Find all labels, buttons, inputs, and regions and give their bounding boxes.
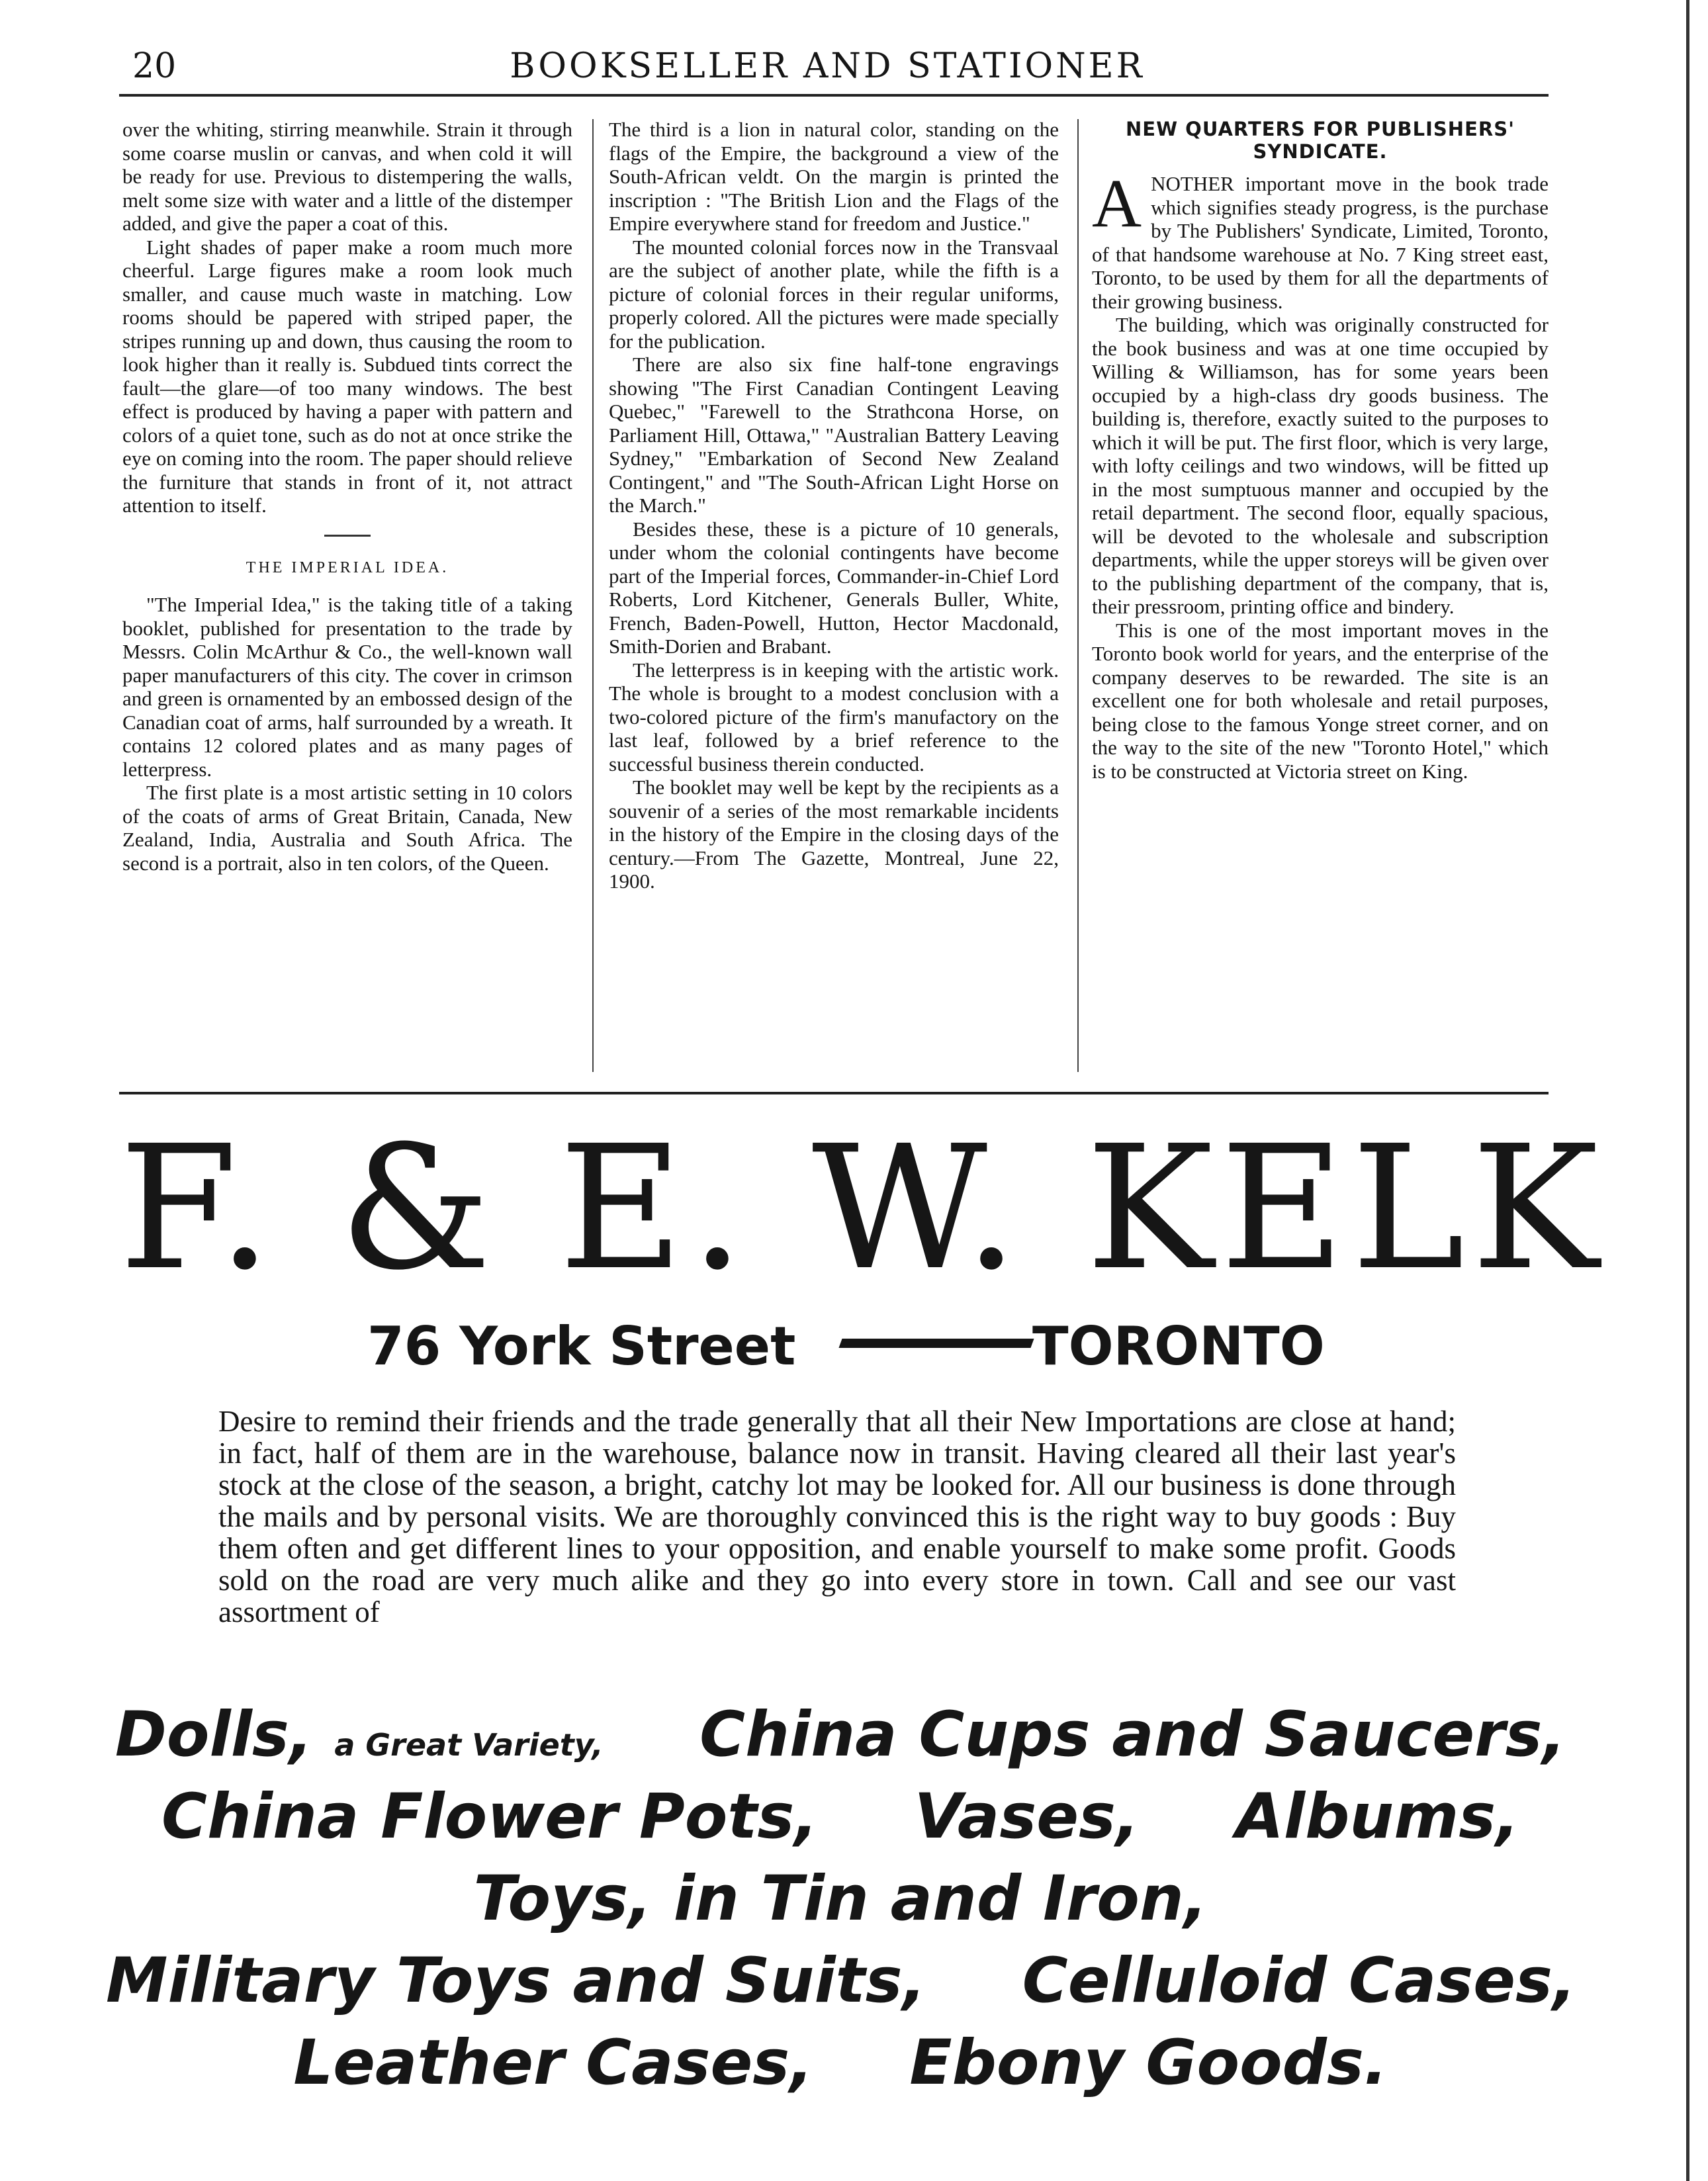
page-edge-shadow (1686, 0, 1689, 2181)
imperial-idea-subhead: THE IMPERIAL IDEA. (246, 558, 449, 576)
product-celluloid-cases: Celluloid Cases, (1022, 1945, 1576, 2017)
product-line-3 (106, 1858, 1575, 1940)
running-title: BOOKSELLER AND STATIONER (510, 46, 1145, 86)
col3-paragraph-2: The building, which was originally constructed for the book business and was at one time occupied by Willing & Williamson, has for some years been occupied by a high-class dry goods business. The building is, therefore, exactly suited to the purposes to which it will be put. The first floor, which is very large, with lofty ceilings and two windows, will be fitted up in the most sumptuous manner and occupied by the retail department. The second floor, equally spacious, will be devoted to the wholesale and subscription departments, while the upper storeys will be given over to the publishing department of the company, that is, their pressroom, printing office and bindery. (1092, 313, 1549, 618)
address-dash (838, 1339, 1034, 1348)
product-list (106, 1694, 1575, 2104)
col3-paragraph-1-text: NOTHER important move in the book trade which signifies steady progress, is the purchase by The Publishers' Syndicate, Limited, Toronto, of that handsome warehouse at No. 7 King street east, Toronto, to be used by them for all the departments of their growing business. (1092, 172, 1549, 313)
product-line-5 (106, 2022, 1575, 2104)
col1-paragraph-3: "The Imperial Idea," is the taking title of a taking booklet, published for presentation to the trade by Messrs. Colin McArthur & Co., the well-known wall paper manufacturers of this city. The cover in crimson and green is ornamented by an embossed design of the Canadian coat of arms, half surrounded by a wreath. It contains 12 colored plates and as many pages of letterpress. (122, 593, 572, 781)
product-vases: Vases, (914, 1781, 1140, 1853)
column-divider-2 (1077, 119, 1079, 1072)
col3-paragraph-1 (1092, 165, 1549, 313)
product-albums: Albums, (1236, 1781, 1519, 1853)
address-street: 76 York Street (367, 1315, 796, 1377)
product-line-1 (106, 1694, 1575, 1776)
col2-paragraph-5: The letterpress is in keeping with the artistic work. The whole is brought to a modest conclusion with a two-colored picture of the firm's manufactory on the last leaf, followed by a brief reference to the successful business therein conducted. (609, 658, 1059, 776)
product-military-toys: Military Toys and Suits, (106, 1945, 926, 2017)
advertiser-address (119, 1313, 1549, 1380)
product-leather-cases: Leather Cases, (293, 2027, 813, 2099)
drop-cap: A (1092, 165, 1142, 242)
column-divider-1 (592, 119, 594, 1072)
advertisement-body: Desire to remind their friends and the trade generally that all their New Importations are close at hand; in fact, half of them are in the warehouse, balance now in transit. Having cleared all their last year's stock at the close of the season, a bright, catchy lot may be looked for. All our business is done through the mails and by personal visits. We are thoroughly convinced this is the right way to buy goods : Buy them often and get different lines to your opposition, and enable yourself to make some profit. Goods sold on the road are very much alike and they go into every store in town. Call and see our vast assortment of (218, 1405, 1456, 1628)
col2-paragraph-4: Besides these, these is a picture of 10 generals, under whom the colonial contingents have become part of the Imperial forces, Commander-in-Chief Lord Roberts, Lord Kitchener, Generals Buller, White, French, Baden-Powell, Hutton, Hector Macdonald, Smith-Dorien and Brabant. (609, 517, 1059, 658)
col2-paragraph-1: The third is a lion in natural color, standing on the flags of the Empire, the background a view of the South-African veldt. On the margin is printed the inscription : "The British Lion and the Flags of the Empire everywhere stand for freedom and Justice." (609, 118, 1059, 235)
product-dolls: Dolls, (114, 1699, 313, 1771)
col2-paragraph-3: There are also six fine half-tone engravings showing "The First Canadian Contingent Leaving Quebec," "Farewell to the Strathcona Horse, on Parliament Hill, Ottawa," "Australian Battery Leaving Sydney," "Embarkation of Second New Zealand Contingent," and "The South-African Light Horse on the March." (609, 353, 1059, 517)
address-city: TORONTO (1032, 1315, 1325, 1377)
advertisement-rule (119, 1092, 1549, 1094)
product-line-2 (106, 1776, 1575, 1858)
col3-paragraph-3: This is one of the most important moves in the Toronto book world for years, and the enterprise of the company deserves to be rewarded. The site is an excellent one for both wholesale and retail purposes, being close to the famous Yonge street corner, and on the way to the site of the new "Toronto Hotel," which is to be constructed at Victoria street on King. (1092, 618, 1549, 783)
col2-paragraph-2: The mounted colonial forces now in the Transvaal are the subject of another plate, while the fifth is a picture of colonial forces in their regular uniforms, properly colored. All the pictures were made specially for the publication. (609, 235, 1059, 353)
page-number: 20 (132, 46, 177, 86)
col1-paragraph-4: The first plate is a most artistic setting in 10 colors of the coats of arms of Great Britain, Canada, New Zealand, India, Australia and South Africa. The second is a portrait, also in ten colors, of the Queen. (122, 781, 572, 875)
product-toys: Toys, in Tin and Iron, (473, 1863, 1208, 1935)
column-3 (1092, 118, 1549, 783)
product-dolls-note: a Great Variety, (334, 1727, 604, 1763)
publishers-syndicate-heading: NEW QUARTERS FOR PUBLISHERS' SYNDICATE. (1126, 118, 1515, 163)
col1-paragraph-2: Light shades of paper make a room much more cheerful. Large figures make a room look much smaller, and cause much waste in matching. Low rooms should be papered with striped paper, the stripes running up and down, thus causing the room to look higher than it really is. Subdued tints correct the fault—the glare—of too many windows. The best effect is produced by having a paper with pattern and colors of a quiet tone, such as do not at once strike the eye on coming into the room. The paper should relieve the furniture that stands in front of it, not attract attention to itself. (122, 235, 572, 517)
header-rule (119, 94, 1549, 97)
advertiser-name: F. & E. W. KELK (119, 1109, 1606, 1308)
col1-paragraph-1: over the whiting, stirring meanwhile. Strain it through some coarse muslin or canvas, and when cold it will be ready for use. Previous to distempering the walls, melt some size with water and a little of the distemper added, and give the paper a coat of this. (122, 118, 572, 235)
column-1 (122, 118, 572, 875)
column-2 (609, 118, 1059, 893)
col2-paragraph-6: The booklet may well be kept by the recipients as a souvenir of a series of the most remarkable incidents in the history of the Empire in the closing days of the century.—From The Gazette, Montreal, June 22, 1900. (609, 776, 1059, 893)
section-divider (324, 535, 371, 537)
product-line-4 (106, 1940, 1575, 2022)
product-ebony-goods: Ebony Goods. (909, 2027, 1388, 2099)
product-flower-pots: China Flower Pots, (161, 1781, 818, 1853)
product-china-cups: China Cups and Saucers, (699, 1699, 1566, 1771)
